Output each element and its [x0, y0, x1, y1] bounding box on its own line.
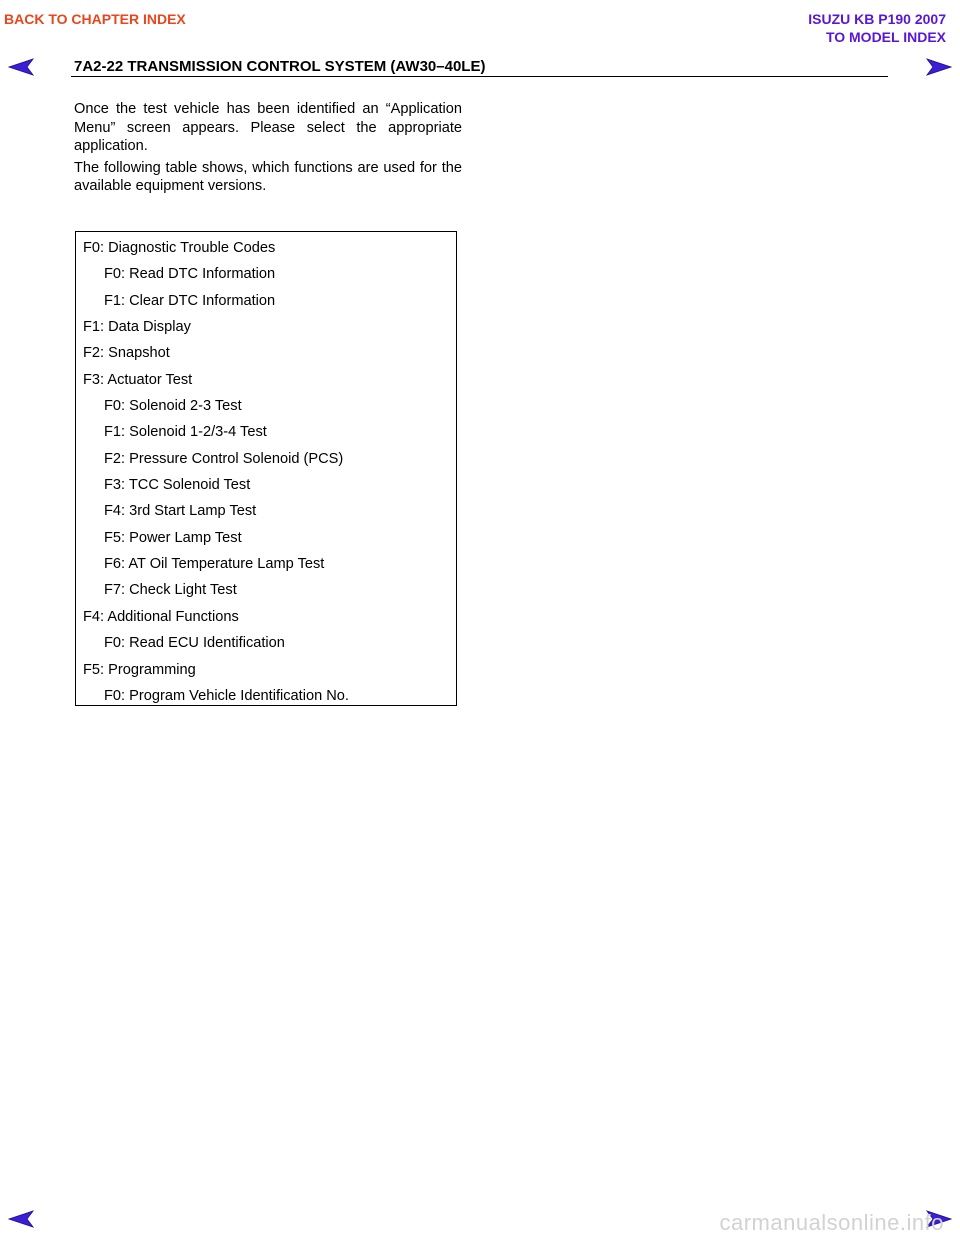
back-to-chapter-index-link[interactable]: BACK TO CHAPTER INDEX: [4, 11, 186, 27]
menu-subitem: F5: Power Lamp Test: [104, 529, 242, 546]
watermark: carmanualsonline.info: [719, 1210, 944, 1235]
back-to-model-index-link[interactable]: TO MODEL INDEX: [825, 29, 946, 45]
menu-subitem: F4: 3rd Start Lamp Test: [104, 503, 257, 520]
menu-subitem: F0: Read DTC Information: [104, 266, 276, 283]
menu-subitem: F0: Program Vehicle Identification No.: [104, 687, 349, 704]
menu-subitem: F3: TCC Solenoid Test: [104, 477, 251, 494]
intro-paragraph-2: The following table shows, which functions are used for the available equipment versions.: [74, 159, 462, 194]
application-menu-table: [75, 231, 457, 706]
menu-item: F4: Additional Functions: [83, 608, 239, 625]
menu-item: F3: Actuator Test: [83, 371, 193, 388]
header-divider: [71, 76, 888, 77]
menu-subitem: F6: AT Oil Temperature Lamp Test: [104, 556, 325, 573]
menu-item: F0: Diagnostic Trouble Codes: [83, 240, 276, 256]
menu-item: F2: Snapshot: [83, 345, 170, 362]
menu-subitem: F2: Pressure Control Solenoid (PCS): [104, 450, 344, 467]
menu-item: F5: Programming: [83, 661, 196, 678]
prev-page-bottom-arrow-icon[interactable]: [8, 1210, 32, 1230]
menu-subitem: F1: Clear DTC Information: [104, 292, 276, 309]
intro-paragraph-1: Once the test vehicle has been identified an “Application Menu” screen appears. Please select the appropriate application.: [74, 101, 462, 154]
menu-subitem: F1: Solenoid 1-2/3-4 Test: [104, 424, 267, 441]
menu-subitem: F7: Check Light Test: [104, 582, 237, 599]
menu-subitem: F0: Solenoid 2-3 Test: [104, 398, 242, 415]
application-menu-list: [83, 237, 349, 711]
menu-item: F1: Data Display: [83, 319, 191, 336]
model-title-link[interactable]: ISUZU KB P190 2007: [808, 11, 946, 27]
menu-subitem: F0: Read ECU Identification: [104, 635, 285, 652]
intro-text: [74, 100, 462, 199]
prev-page-arrow-icon[interactable]: [8, 58, 32, 78]
next-page-arrow-icon[interactable]: [926, 58, 950, 78]
page-title: 7A2-22 TRANSMISSION CONTROL SYSTEM (AW30–40LE): [74, 58, 486, 75]
